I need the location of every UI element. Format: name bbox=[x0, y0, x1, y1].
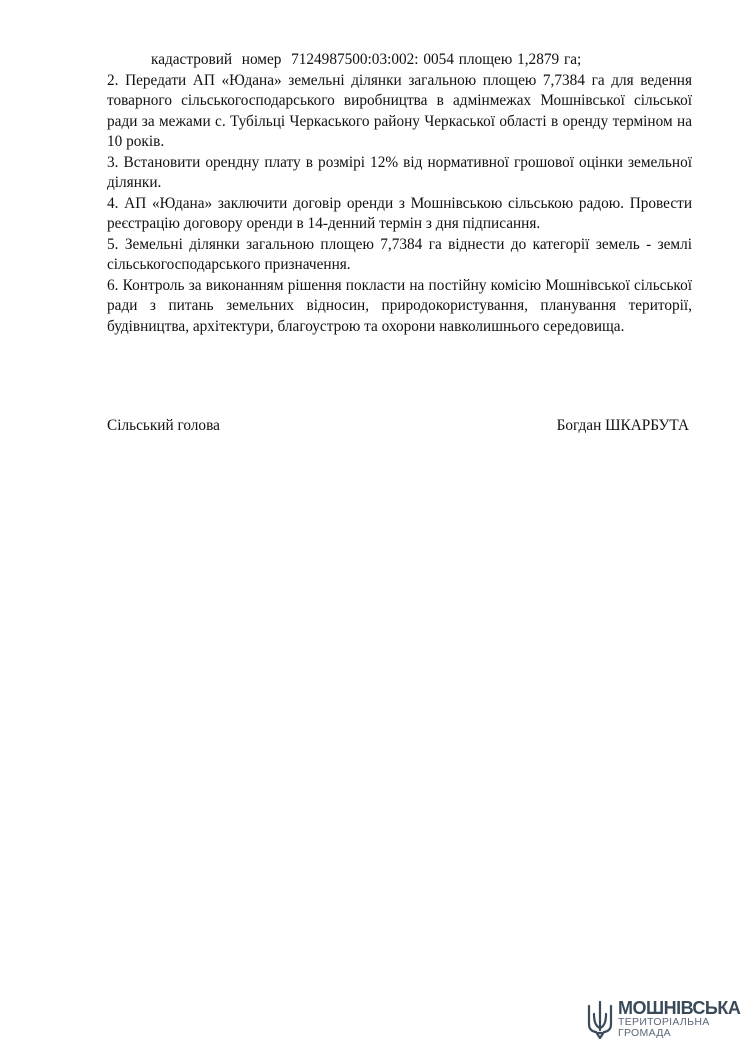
document-body bbox=[107, 50, 692, 337]
decision-item-3: 3. Встановити орендну плату в розмірі 12% від нормативної грошової оцінки земельної ділянки. bbox=[107, 153, 692, 191]
trident-icon bbox=[586, 1000, 614, 1040]
signature-name: Богдан ШКАРБУТА bbox=[556, 417, 689, 434]
decision-item-5: 5. Земельні ділянки загальною площею 7,7384 га віднести до категорії земель - землі сільськогосподарського призначення. bbox=[107, 235, 692, 273]
signature-position: Сільський голова bbox=[107, 417, 220, 434]
decision-item-2: 2. Передати АП «Юдана» земельні ділянки загальною площею 7,7384 га для ведення товарного сільськогосподарського виробництва в адмінмежах Мошнівської сільської ради за межами с. Тубільці Черкаського району Черкаської області в оренду терміном на 10 років. bbox=[107, 71, 692, 150]
decision-item-6: 6. Контроль за виконанням рішення покласти на постійну комісію Мошнівської сільської ради з питань земельних відносин, природокористування, планування території, будівництва, архітектури, благоустрою та охорони навколишнього середовища. bbox=[107, 276, 692, 335]
community-logo bbox=[586, 1000, 740, 1040]
logo-subtitle-1: ТЕРИТОРІАЛЬНА bbox=[618, 1016, 710, 1028]
cadastral-line: кадастровий номер 7124987500:03:002: 0054 площею 1,2879 га; bbox=[151, 51, 582, 68]
signature-block bbox=[107, 416, 689, 436]
logo-title: МОШНІВСЬКА bbox=[618, 998, 741, 1018]
logo-subtitle-2: ГРОМАДА bbox=[618, 1027, 671, 1039]
decision-item-4: 4. АП «Юдана» заключити договір оренди з Мошнівською сільською радою. Провести реєстрацію договору оренди в 14-денний термін з дня підписання. bbox=[107, 194, 692, 232]
